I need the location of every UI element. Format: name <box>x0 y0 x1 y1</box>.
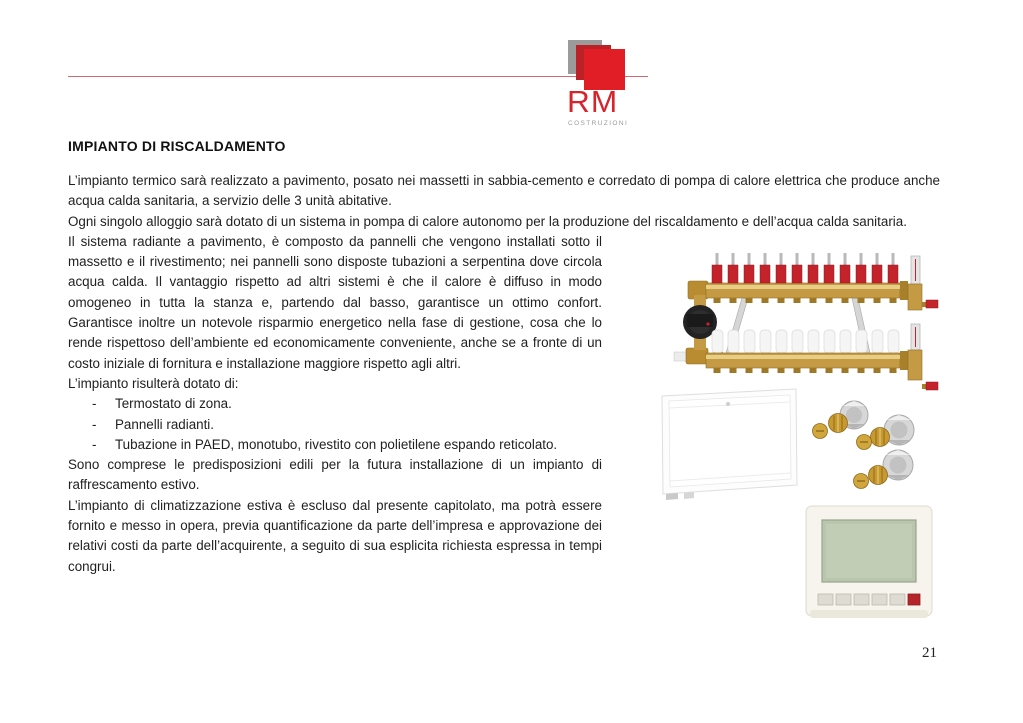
list-item-text: Termostato di zona. <box>115 396 232 412</box>
logo-subtitle-text: COSTRUZIONI <box>568 120 629 127</box>
cooling-paragraph: L’impianto di climatizzazione estiva è escluso dal presente capitolato, ma potrà essere fornito e messo in opera, previa quantificazione da parte dell’impresa e approvazione dei relativi costi da parte dell’acquirente, a seguito di sua esplicita richiesta espressa in tempi congrui. <box>68 497 602 574</box>
company-logo <box>560 34 655 130</box>
page-number: 21 <box>922 645 937 661</box>
list-item-text: Pannelli radianti. <box>115 416 215 432</box>
list-dash-marker: - <box>92 396 97 412</box>
logo-brand-text: RM <box>567 84 619 119</box>
intro-paragraph-2: Ogni singolo alloggio sarà dotato di un sistema in pompa di calore autonomo per la produzione del riscaldamento e dell’acqua calda sanitaria. <box>68 213 907 229</box>
list-item <box>68 415 602 435</box>
list-item <box>68 394 602 414</box>
intro-paragraph-1: L’impianto termico sarà realizzato a pavimento, posato nei massetti in sabbia-cemento e corredato di pompa di calore elettrica che produce anche acqua calda sanitaria, a servizio delle 3 unità abitative. <box>68 173 940 209</box>
equipment-intro: L’impianto risulterà dotato di: <box>68 375 239 391</box>
radiant-system-paragraph: Il sistema radiante a pavimento, è composto da pannelli che vengono installati sotto il massetto e il rivestimento; nei pannelli sono disposte tubazioni a serpentina dove circola acqua calda. Il vantaggio rispetto ad altri sistemi è che il calore è diffuso in modo omogeneo in tutta la stanza e, partendo dal basso, garantisce un ottimo confort. Garantisce inoltre un notevole risparmio energetico nella fase di gestione, cosa che lo rende rispettoso dell’ambiente ed economicamente conveniente, anche se a fronte di un costo iniziale di fornitura e installazione maggiore rispetto agli altri. <box>68 233 602 371</box>
list-item <box>68 435 602 455</box>
provisions-paragraph: Sono comprese le predisposizioni edili per la futura installazione di un impianto di raffrescamento estivo. <box>68 457 602 493</box>
list-item-text: Tubazione in PAED, monotubo, rivestito con polietilene espando reticolato. <box>115 436 558 452</box>
left-column <box>68 232 602 577</box>
document-body <box>68 138 940 577</box>
list-dash-marker: - <box>92 416 97 432</box>
list-dash-marker: - <box>92 436 97 452</box>
page-title: IMPIANTO DI RISCALDAMENTO <box>68 138 286 154</box>
